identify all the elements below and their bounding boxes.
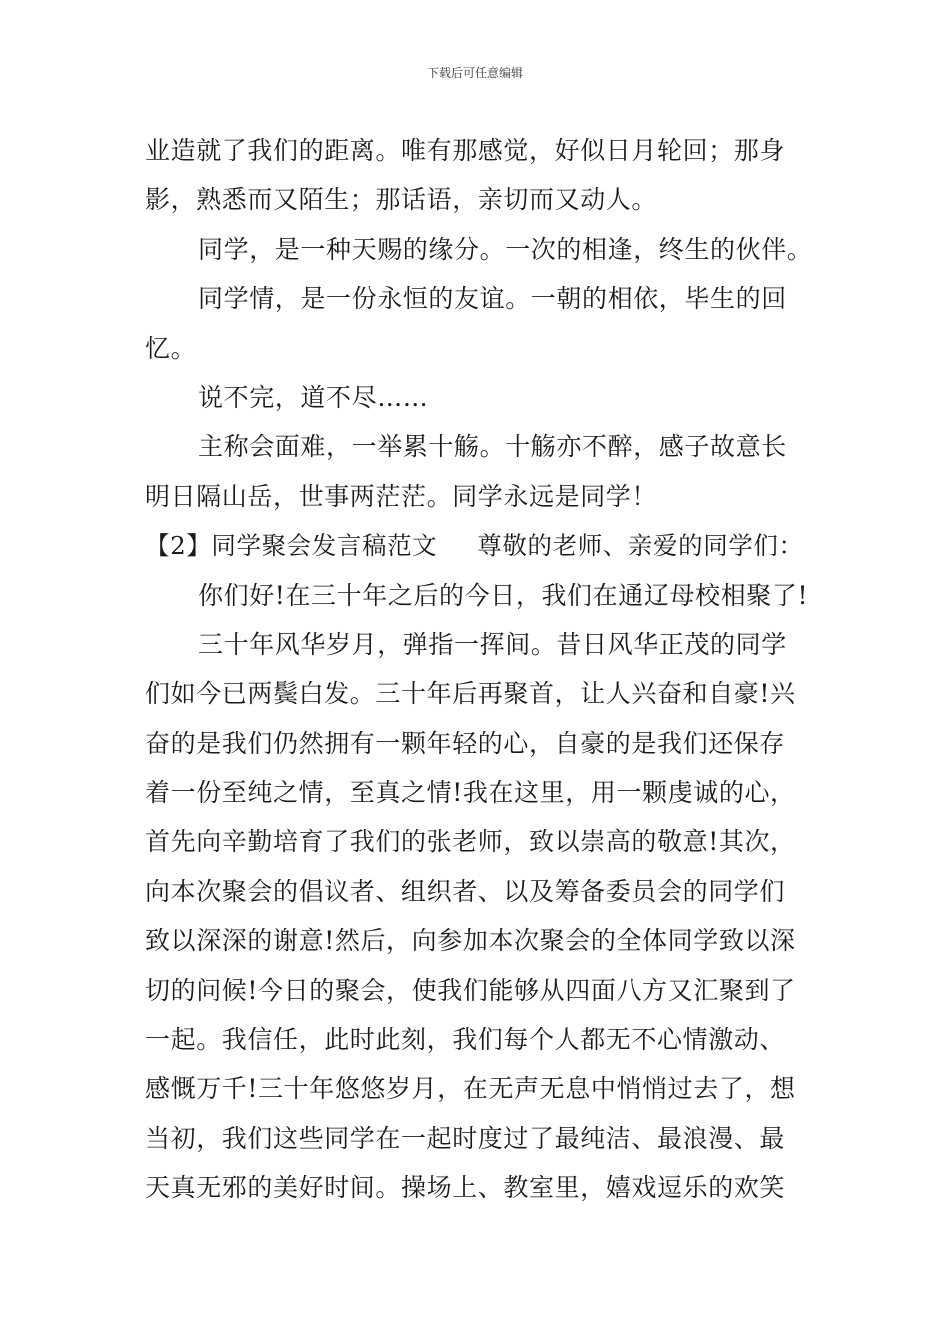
paragraph-line: 主称会面难，一举累十觞。十觞亦不醉，感子故意长 <box>198 432 787 462</box>
paragraph-line: 们如今已两鬓白发。三十年后再聚首，让人兴奋和自豪!兴 <box>145 679 796 709</box>
paragraph-line: 切的问候!今日的聚会，使我们能够从四面八方又汇聚到了 <box>145 975 796 1005</box>
paragraph-line: 影，熟悉而又陌生；那话语，亲切而又动人。 <box>145 185 658 215</box>
paragraph-line: 当初，我们这些同学在一起时度过了最纯洁、最浪漫、最 <box>145 1123 786 1153</box>
paragraph-line: 着一份至纯之情，至真之情!我在这里，用一颗虔诚的心， <box>145 778 796 808</box>
paragraph-line: 明日隔山岳，世事两茫茫。同学永远是同学！ <box>145 481 658 511</box>
paragraph-line: 奋的是我们仍然拥有一颗年轻的心，自豪的是我们还保存 <box>145 728 786 758</box>
paragraph-line: 三十年风华岁月，弹指一挥间。昔日风华正茂的同学 <box>198 629 787 659</box>
page-header: 下载后可任意编辑 <box>426 66 523 80</box>
section-heading: 【2】同学聚会发言稿范文 <box>145 531 438 561</box>
paragraph-line: 忆。 <box>145 333 197 363</box>
paragraph-line: 向本次聚会的倡议者、组织者、以及筹备委员会的同学们 <box>145 876 786 906</box>
paragraph-line: 说不完，道不尽…… <box>198 382 429 412</box>
document-body <box>145 126 815 1213</box>
paragraph-line: 致以深深的谢意!然后，向参加本次聚会的全体同学致以深 <box>145 926 796 956</box>
paragraph-line: 你们好!在三十年之后的今日，我们在通辽母校相聚了! <box>198 580 809 610</box>
paragraph-line: 天真无邪的美好时间。操场上、教室里，嬉戏逗乐的欢笑 <box>145 1173 786 1203</box>
paragraph-line: 首先向辛勤培育了我们的张老师，致以崇高的敬意!其次， <box>145 827 796 857</box>
paragraph-line: 同学，是一种天赐的缘分。一次的相逢，终生的伙伴。 <box>198 234 813 264</box>
salutation: 尊敬的老师、亲爱的同学们： <box>477 531 804 561</box>
paragraph-line: 同学情，是一份永恒的友谊。一朝的相依，毕生的回 <box>198 284 787 314</box>
paragraph-line: 感慨万千!三十年悠悠岁月，在无声无息中悄悄过去了，想 <box>145 1074 796 1104</box>
paragraph-line: 一起。我信任，此时此刻，我们每个人都无不心情激动、 <box>145 1025 786 1055</box>
section-heading-line <box>145 521 815 570</box>
paragraph-line: 业造就了我们的距离。唯有那感觉，好似日月轮回；那身 <box>145 136 786 165</box>
